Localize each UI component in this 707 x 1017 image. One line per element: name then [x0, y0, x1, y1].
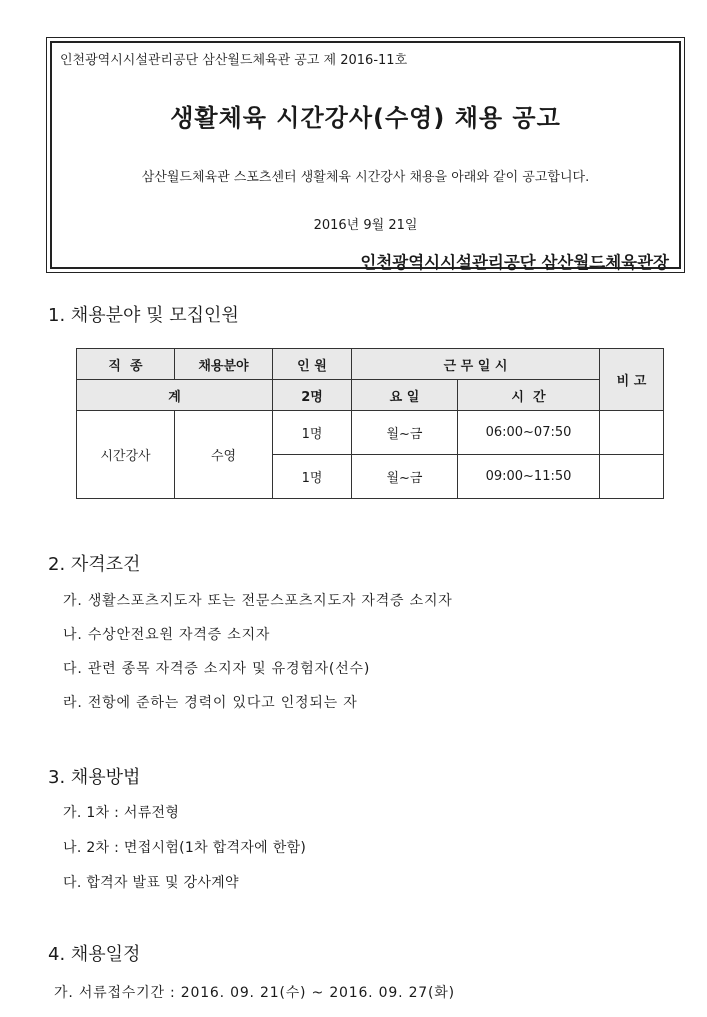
recruitment-table: [76, 348, 664, 499]
header-remarks: 비 고: [600, 349, 664, 411]
list-item: 가. 생활스포츠지도자 또는 전문스포츠지도자 자격증 소지자: [63, 593, 453, 609]
table-subheader-row: [77, 380, 664, 411]
notice-issuer: 인천광역시시설관리공단 삼산월드체육관장: [360, 253, 669, 272]
header-total: 계: [77, 380, 273, 411]
total-count: 2명: [273, 380, 352, 411]
cell-day: 월~금: [352, 411, 458, 455]
section-title-recruitment: 1. 채용분야 및 모집인원: [48, 305, 239, 326]
cell-field: 수영: [175, 411, 273, 499]
list-item: 다. 관련 종목 자격증 소지자 및 유경험자(선수): [63, 661, 371, 677]
notice-header-box: [46, 37, 685, 273]
cell-day: 월~금: [352, 455, 458, 499]
notice-header-inner-border: [50, 41, 681, 272]
cell-job: 시간강사: [77, 411, 175, 499]
cell-time: 06:00~07:50: [458, 411, 600, 455]
cell-count: 1명: [273, 455, 352, 499]
header-job: 직 종: [77, 349, 175, 380]
section-title-schedule: 4. 채용일정: [48, 944, 141, 965]
section-title-qualifications: 2. 자격조건: [48, 554, 141, 575]
section-title-method: 3. 채용방법: [48, 767, 141, 788]
list-item: 가. 서류접수기간 : 2016. 09. 21(수) ~ 2016. 09. 27(화): [54, 985, 455, 1001]
list-item: 나. 수상안전요원 자격증 소지자: [63, 627, 271, 643]
header-time: 시 간: [458, 380, 600, 411]
header-work-time: 근 무 일 시: [352, 349, 600, 380]
table-row: [77, 411, 664, 455]
cell-remarks: [600, 455, 664, 499]
notice-number: 인천광역시시설관리공단 삼산월드체육관 공고 제 2016-11호: [60, 53, 408, 68]
list-item: 라. 전항에 준하는 경력이 있다고 인정되는 자: [63, 695, 358, 711]
notice-date: 2016년 9월 21일: [313, 218, 418, 233]
list-item: 다. 합격자 발표 및 강사계약: [63, 875, 239, 891]
header-day: 요 일: [352, 380, 458, 411]
header-count: 인 원: [273, 349, 352, 380]
header-field: 채용분야: [175, 349, 273, 380]
list-item: 나. 2차 : 면접시험(1차 합격자에 한함): [63, 840, 307, 856]
page-title: 생활체육 시간강사(수영) 채용 공고: [170, 104, 561, 132]
cell-time: 09:00~11:50: [458, 455, 600, 499]
list-item: 가. 1차 : 서류전형: [63, 805, 180, 821]
notice-intro: 삼산월드체육관 스포츠센터 생활체육 시간강사 채용을 아래와 같이 공고합니다.: [141, 170, 590, 185]
cell-remarks: [600, 411, 664, 455]
cell-count: 1명: [273, 411, 352, 455]
table-header-row: [77, 349, 664, 380]
